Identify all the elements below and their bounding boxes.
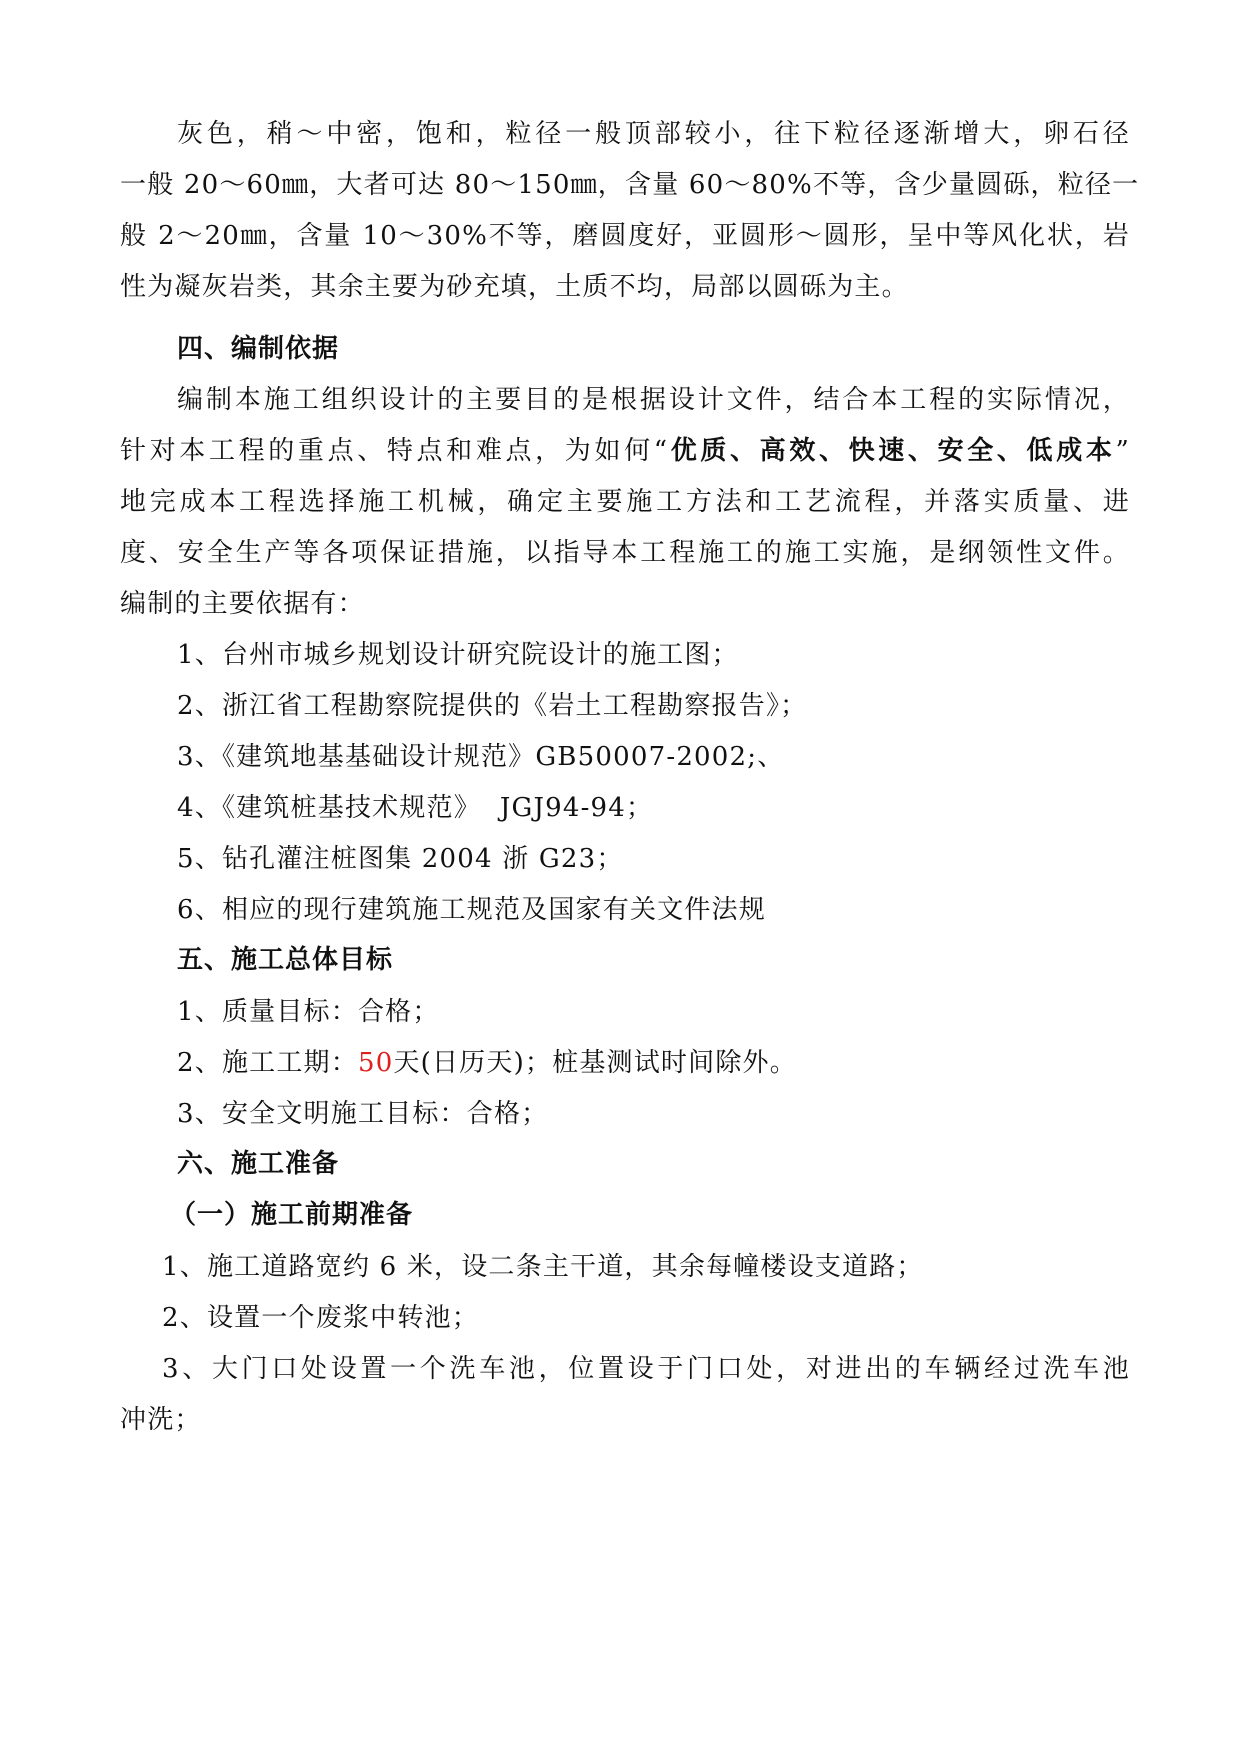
section4-paragraph-line-4: 度、安全生产等各项保证措施，以指导本工程施工的施工实施，是纲领性文件。 <box>120 538 1130 568</box>
goal-item-quality: 1、质量目标：合格； <box>177 997 440 1027</box>
basis-item-4: 4、《建筑桩基技术规范》 JGJ94-94； <box>177 793 654 823</box>
goal-item-safety: 3、安全文明施工目标：合格； <box>177 1099 549 1129</box>
goal-schedule-days: 50 <box>357 1048 394 1078</box>
prep-item-1: 1、施工道路宽约 6 米，设二条主干道，其余每幢楼设支道路； <box>162 1252 924 1282</box>
goal-schedule-suffix: 天(日历天)；桩基测试时间除外。 <box>393 1048 797 1078</box>
section4-paragraph-line-5: 编制的主要依据有： <box>120 589 365 619</box>
geology-line-2: 一般 20～60㎜，大者可达 80～150㎜，含量 60～80%不等，含少量圆砾，粒径一 <box>120 170 1140 200</box>
section4-heading: 四、编制依据 <box>177 334 340 364</box>
geology-line-1: 灰色，稍～中密，饱和，粒径一般顶部较小，往下粒径逐渐增大，卵石径 <box>177 119 1130 149</box>
basis-item-2: 2、浙江省工程勘察院提供的《岩土工程勘察报告》； <box>177 691 808 721</box>
section4-paragraph-line-2 <box>120 433 1130 469</box>
goal-schedule-prefix: 2、施工工期： <box>177 1048 358 1078</box>
prep-item-2: 2、设置一个废浆中转池； <box>162 1303 479 1333</box>
basis-item-1: 1、台州市城乡规划设计研究院设计的施工图； <box>177 640 739 670</box>
section4-paragraph-line-1: 编制本施工组织设计的主要目的是根据设计文件，结合本工程的实际情况， <box>177 385 1130 415</box>
section6-heading: 六、施工准备 <box>177 1149 340 1179</box>
section5-heading: 五、施工总体目标 <box>177 945 394 975</box>
basis-item-6: 6、相应的现行建筑施工规范及国家有关文件法规 <box>177 895 766 925</box>
section4-paragraph-line-3: 地完成本工程选择施工机械，确定主要施工方法和工艺流程，并落实质量、进 <box>120 487 1130 517</box>
prep-item-3-line-2: 冲洗； <box>120 1405 202 1435</box>
section4-line2-text-a: 针对本工程的重点、特点和难点，为如何“ <box>120 436 669 466</box>
section4-line2-emphasis: 优质、高效、快速、安全、低成本 <box>668 436 1116 466</box>
prep-item-3-line-1: 3、大门口处设置一个洗车池，位置设于门口处，对进出的车辆经过洗车池 <box>162 1354 1130 1384</box>
section4-line2-text-b: ” <box>1115 436 1130 466</box>
basis-item-3: 3、《建筑地基基础设计规范》GB50007-2002;、 <box>177 742 785 772</box>
basis-item-5: 5、钻孔灌注桩图集 2004 浙 G23； <box>177 844 624 874</box>
geology-line-4: 性为凝灰岩类，其余主要为砂充填，土质不均，局部以圆砾为主。 <box>120 272 909 302</box>
goal-item-schedule <box>177 1045 1187 1081</box>
section6-subheading: （一）施工前期准备 <box>170 1200 414 1230</box>
geology-line-3: 般 2～20㎜，含量 10～30%不等，磨圆度好，亚圆形～圆形，呈中等风化状，岩 <box>120 221 1130 251</box>
